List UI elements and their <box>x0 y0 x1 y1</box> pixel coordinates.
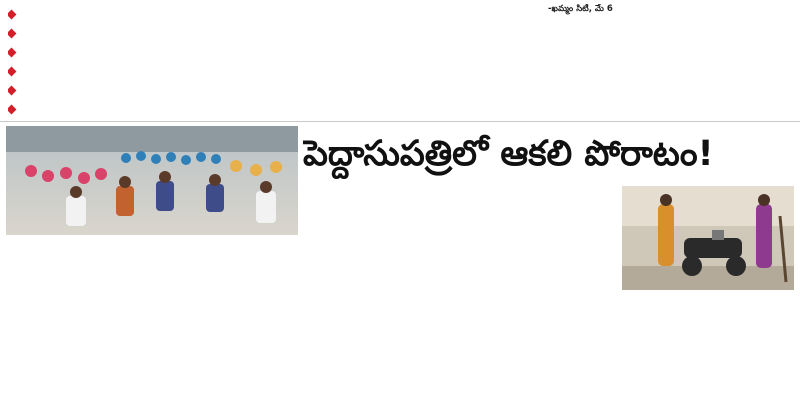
headline: పెద్దాసుపత్రిలో ఆకలి పోరాటం! <box>303 134 714 174</box>
highlight-item <box>8 101 288 118</box>
dateline: -ఖమ్మం సిటీ, మే 6 <box>548 4 613 14</box>
photo-workers-protest <box>6 126 298 235</box>
photo-cleaning-workers <box>622 186 794 290</box>
article-column-right <box>622 318 794 399</box>
diamond-bullet-icon <box>8 28 16 38</box>
article-column-mid-1 <box>305 186 455 399</box>
highlight-item <box>8 6 288 23</box>
diamond-bullet-icon <box>8 47 16 57</box>
photo-caption-right <box>622 292 794 316</box>
photo-caption-left <box>6 237 298 249</box>
top-article-column-2 <box>548 4 796 118</box>
highlight-item <box>8 63 288 80</box>
article-column-left <box>6 253 298 399</box>
diamond-bullet-icon <box>8 9 16 19</box>
highlight-item <box>8 44 288 61</box>
diamond-bullet-icon <box>8 104 16 114</box>
diamond-bullet-icon <box>8 85 16 95</box>
section-divider <box>0 121 800 122</box>
article-column-mid-2 <box>462 186 612 399</box>
highlights-list <box>8 6 288 120</box>
highlight-item <box>8 82 288 99</box>
diamond-bullet-icon <box>8 66 16 76</box>
top-article-column-1 <box>292 4 539 118</box>
highlight-item <box>8 25 288 42</box>
